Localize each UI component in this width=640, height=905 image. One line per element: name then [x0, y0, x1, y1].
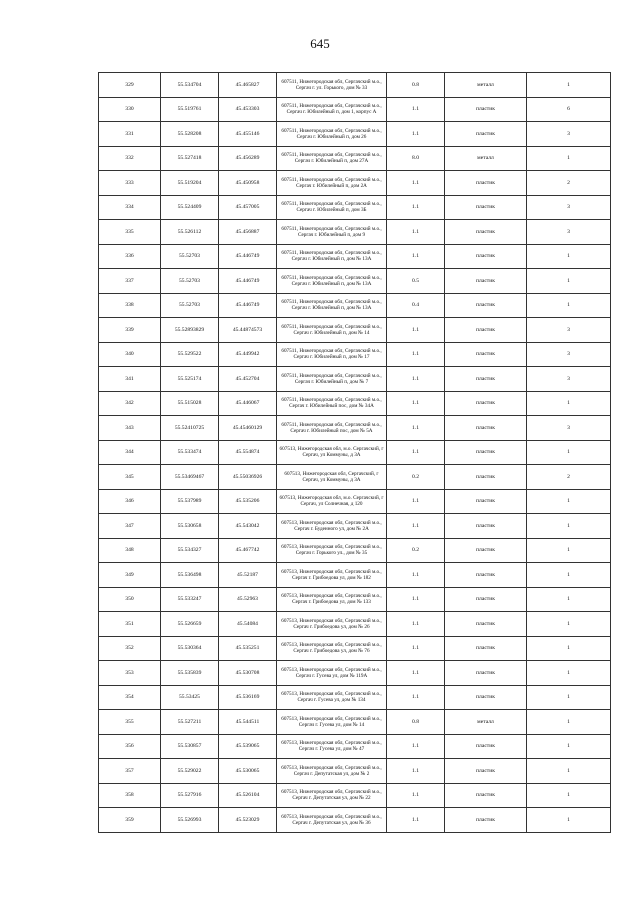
- address-cell: 607511, Нижегородская обл, Сергачский м.о., Сергач г. Юбилейный п, дом № 14: [277, 318, 387, 343]
- container-count-cell: 1: [527, 685, 611, 710]
- address-cell: 607511, Нижегородская обл, Сергачский м.о., Сергач г. Юбилейный п, дом № 17: [277, 342, 387, 367]
- table-row: [99, 759, 611, 784]
- area-cell: 0.2: [387, 465, 445, 490]
- table-row: [99, 318, 611, 343]
- row-number-cell: 330: [99, 97, 161, 122]
- container-count-cell: 1: [527, 734, 611, 759]
- row-number-cell: 339: [99, 318, 161, 343]
- area-cell: 1.1: [387, 587, 445, 612]
- row-number-cell: 332: [99, 146, 161, 171]
- row-number-cell: 352: [99, 636, 161, 661]
- material-cell: пластик: [445, 440, 527, 465]
- longitude-cell: 45.530708: [219, 661, 277, 686]
- table-row: [99, 146, 611, 171]
- container-count-cell: 3: [527, 220, 611, 245]
- latitude-cell: 55.524409: [161, 195, 219, 220]
- row-number-cell: 357: [99, 759, 161, 784]
- latitude-cell: 55.534704: [161, 73, 219, 98]
- material-cell: пластик: [445, 171, 527, 196]
- row-number-cell: 343: [99, 416, 161, 441]
- table-row: [99, 783, 611, 808]
- latitude-cell: 55.533474: [161, 440, 219, 465]
- container-count-cell: 1: [527, 563, 611, 588]
- latitude-cell: 55.527211: [161, 710, 219, 735]
- longitude-cell: 45.523029: [219, 808, 277, 833]
- table-row: [99, 122, 611, 147]
- area-cell: 1.1: [387, 342, 445, 367]
- table-row: [99, 342, 611, 367]
- address-cell: 607513, Нижегородская обл, м.о. Сергачский, г Сергач, ул Солнечная, д 120: [277, 489, 387, 514]
- address-cell: 607513, Нижегородская обл, Сергачский м.о., Сергач г. Депутатская ул, дом № 22: [277, 783, 387, 808]
- longitude-cell: 45.526104: [219, 783, 277, 808]
- table-row: [99, 195, 611, 220]
- container-count-cell: 1: [527, 636, 611, 661]
- table-row: [99, 171, 611, 196]
- container-count-cell: 1: [527, 73, 611, 98]
- area-cell: 0.4: [387, 293, 445, 318]
- area-cell: 1.1: [387, 391, 445, 416]
- latitude-cell: 55.533247: [161, 587, 219, 612]
- longitude-cell: 45.446749: [219, 244, 277, 269]
- row-number-cell: 348: [99, 538, 161, 563]
- latitude-cell: 55.52703: [161, 293, 219, 318]
- material-cell: пластик: [445, 122, 527, 147]
- address-cell: 607511, Нижегородская обл, Сергачский м.о., Сергач г. ул. Горького, дом № 33: [277, 73, 387, 98]
- address-cell: 607511, Нижегородская обл, Сергачский м.о., Сергач г. Юбилейный п, дом № 7: [277, 367, 387, 392]
- material-cell: пластик: [445, 538, 527, 563]
- row-number-cell: 347: [99, 514, 161, 539]
- address-cell: 607513, Нижегородская обл, Сергачский м.о., Сергач г. Гусева ул, дом № 14: [277, 710, 387, 735]
- latitude-cell: 55.52703: [161, 244, 219, 269]
- material-cell: металл: [445, 73, 527, 98]
- area-cell: 1.1: [387, 318, 445, 343]
- area-cell: 1.1: [387, 685, 445, 710]
- table-row: [99, 97, 611, 122]
- latitude-cell: 55.535839: [161, 661, 219, 686]
- row-number-cell: 338: [99, 293, 161, 318]
- address-cell: 607513, Нижегородская обл, Сергачский м.о., Сергач г. Депутатская ул, дом № 36: [277, 808, 387, 833]
- table-row: [99, 808, 611, 833]
- latitude-cell: 55.526993: [161, 808, 219, 833]
- area-cell: 1.1: [387, 734, 445, 759]
- table-row: [99, 563, 611, 588]
- address-cell: 607513, Нижегородская обл, Сергачский м.о., Сергач г. Буденного ул, дом № 2А: [277, 514, 387, 539]
- table-row: [99, 416, 611, 441]
- container-count-cell: 1: [527, 489, 611, 514]
- container-count-cell: 3: [527, 195, 611, 220]
- material-cell: пластик: [445, 416, 527, 441]
- material-cell: пластик: [445, 391, 527, 416]
- area-cell: 1.1: [387, 612, 445, 637]
- container-count-cell: 1: [527, 661, 611, 686]
- area-cell: 1.1: [387, 783, 445, 808]
- container-count-cell: 1: [527, 391, 611, 416]
- area-cell: 1.1: [387, 367, 445, 392]
- latitude-cell: 55.534327: [161, 538, 219, 563]
- area-cell: 1.1: [387, 97, 445, 122]
- table-row: [99, 734, 611, 759]
- container-count-cell: 1: [527, 587, 611, 612]
- area-cell: 1.1: [387, 171, 445, 196]
- longitude-cell: 45.543042: [219, 514, 277, 539]
- container-count-cell: 1: [527, 808, 611, 833]
- row-number-cell: 345: [99, 465, 161, 490]
- area-cell: 1.1: [387, 489, 445, 514]
- container-count-cell: 1: [527, 612, 611, 637]
- container-count-cell: 3: [527, 122, 611, 147]
- table-row: [99, 367, 611, 392]
- longitude-cell: 45.535251: [219, 636, 277, 661]
- table-row: [99, 685, 611, 710]
- row-number-cell: 359: [99, 808, 161, 833]
- longitude-cell: 45.544511: [219, 710, 277, 735]
- row-number-cell: 335: [99, 220, 161, 245]
- address-cell: 607513, Нижегородская обл, м.о. Сергачский, г Сергач, ул Коммуны, д 3А: [277, 440, 387, 465]
- table-row: [99, 538, 611, 563]
- address-cell: 607511, Нижегородская обл, Сергачский м.о., Сергач г. Юбилейный п, дом № 13А: [277, 293, 387, 318]
- row-number-cell: 336: [99, 244, 161, 269]
- longitude-cell: 45.467742: [219, 538, 277, 563]
- longitude-cell: 45.446067: [219, 391, 277, 416]
- longitude-cell: 45.52187: [219, 563, 277, 588]
- area-cell: 1.1: [387, 636, 445, 661]
- address-cell: 607513, Нижегородская обл, Сергачский м.о., Сергач г. Депутатская ул, дом № 2: [277, 759, 387, 784]
- longitude-cell: 45.457005: [219, 195, 277, 220]
- container-count-cell: 1: [527, 440, 611, 465]
- latitude-cell: 55.519204: [161, 171, 219, 196]
- address-cell: 607513, Нижегородская обл, Сергачский м.о., Сергач г. Горького ул., дом № 35: [277, 538, 387, 563]
- container-sites-table: [98, 72, 611, 833]
- table-body: [99, 73, 611, 833]
- address-cell: 607513, Нижегородская обл, Сергачский, г Сергач, ул Коммуны, д 3А: [277, 465, 387, 490]
- longitude-cell: 45.536169: [219, 685, 277, 710]
- table-row: [99, 244, 611, 269]
- material-cell: пластик: [445, 636, 527, 661]
- material-cell: пластик: [445, 293, 527, 318]
- container-count-cell: 1: [527, 146, 611, 171]
- table-row: [99, 489, 611, 514]
- material-cell: пластик: [445, 195, 527, 220]
- longitude-cell: 45.554874: [219, 440, 277, 465]
- area-cell: 1.1: [387, 244, 445, 269]
- container-count-cell: 1: [527, 514, 611, 539]
- material-cell: пластик: [445, 612, 527, 637]
- table-row: [99, 220, 611, 245]
- address-cell: 607513, Нижегородская обл, Сергачский м.о., Сергач г. Грибоедова ул, дом № 76: [277, 636, 387, 661]
- row-number-cell: 356: [99, 734, 161, 759]
- table-row: [99, 465, 611, 490]
- container-count-cell: 1: [527, 293, 611, 318]
- material-cell: пластик: [445, 220, 527, 245]
- material-cell: пластик: [445, 367, 527, 392]
- area-cell: 1.1: [387, 220, 445, 245]
- area-cell: 1.1: [387, 514, 445, 539]
- material-cell: пластик: [445, 587, 527, 612]
- row-number-cell: 334: [99, 195, 161, 220]
- latitude-cell: 55.529522: [161, 342, 219, 367]
- material-cell: пластик: [445, 661, 527, 686]
- material-cell: пластик: [445, 808, 527, 833]
- address-cell: 607511, Нижегородская обл, Сергачский м.о., Сергач г. Юбилейный пос, дом № 34А: [277, 391, 387, 416]
- address-cell: 607513, Нижегородская обл, Сергачский м.о., Сергач г. Грибоедова ул, дом № 133: [277, 587, 387, 612]
- area-cell: 8.0: [387, 146, 445, 171]
- latitude-cell: 55.526112: [161, 220, 219, 245]
- address-cell: 607511, Нижегородская обл, Сергачский м.о., Сергач г. Юбилейный п, дом 27А: [277, 146, 387, 171]
- latitude-cell: 55.52703: [161, 269, 219, 294]
- table-row: [99, 293, 611, 318]
- longitude-cell: 45.52963: [219, 587, 277, 612]
- area-cell: 1.1: [387, 759, 445, 784]
- material-cell: пластик: [445, 465, 527, 490]
- container-count-cell: 1: [527, 759, 611, 784]
- latitude-cell: 55.515028: [161, 391, 219, 416]
- longitude-cell: 45.449942: [219, 342, 277, 367]
- latitude-cell: 55.530364: [161, 636, 219, 661]
- latitude-cell: 55.537989: [161, 489, 219, 514]
- latitude-cell: 55.52893829: [161, 318, 219, 343]
- material-cell: металл: [445, 710, 527, 735]
- area-cell: 1.1: [387, 440, 445, 465]
- address-cell: 607511, Нижегородская обл, Сергачский м.о., Сергач г. Юбилейный п, дом 9: [277, 220, 387, 245]
- latitude-cell: 55.536498: [161, 563, 219, 588]
- material-cell: пластик: [445, 489, 527, 514]
- material-cell: пластик: [445, 783, 527, 808]
- area-cell: 1.1: [387, 195, 445, 220]
- container-count-cell: 3: [527, 342, 611, 367]
- container-count-cell: 2: [527, 171, 611, 196]
- area-cell: 1.1: [387, 416, 445, 441]
- address-cell: 607511, Нижегородская обл, Сергачский м.о., Сергач г. Юбилейный п, дом № 13А: [277, 269, 387, 294]
- row-number-cell: 342: [99, 391, 161, 416]
- longitude-cell: 45.453303: [219, 97, 277, 122]
- row-number-cell: 349: [99, 563, 161, 588]
- area-cell: 1.1: [387, 122, 445, 147]
- longitude-cell: 45.54084: [219, 612, 277, 637]
- material-cell: металл: [445, 146, 527, 171]
- address-cell: 607511, Нижегородская обл, Сергачский м.о., Сергач г. Юбилейный п, дом 26: [277, 122, 387, 147]
- material-cell: пластик: [445, 759, 527, 784]
- longitude-cell: 45.455146: [219, 122, 277, 147]
- table-row: [99, 636, 611, 661]
- row-number-cell: 340: [99, 342, 161, 367]
- area-cell: 0.8: [387, 73, 445, 98]
- row-number-cell: 344: [99, 440, 161, 465]
- table-row: [99, 440, 611, 465]
- longitude-cell: 45.452704: [219, 367, 277, 392]
- material-cell: пластик: [445, 685, 527, 710]
- table-row: [99, 710, 611, 735]
- area-cell: 1.1: [387, 808, 445, 833]
- material-cell: пластик: [445, 514, 527, 539]
- material-cell: пластик: [445, 244, 527, 269]
- row-number-cell: 346: [99, 489, 161, 514]
- longitude-cell: 45.465827: [219, 73, 277, 98]
- table-row: [99, 514, 611, 539]
- address-cell: 607511, Нижегородская обл, Сергачский м.о., Сергач г. Юбилейный п, дом 3Б: [277, 195, 387, 220]
- longitude-cell: 45.535206: [219, 489, 277, 514]
- material-cell: пластик: [445, 97, 527, 122]
- address-cell: 607513, Нижегородская обл, Сергачский м.о., Сергач г. Гусева ул, дом № 47: [277, 734, 387, 759]
- latitude-cell: 55.52410725: [161, 416, 219, 441]
- area-cell: 0.8: [387, 710, 445, 735]
- container-count-cell: 1: [527, 269, 611, 294]
- latitude-cell: 55.530857: [161, 734, 219, 759]
- address-cell: 607511, Нижегородская обл, Сергачский м.о., Сергач г. Юбилейный п, дом № 13А: [277, 244, 387, 269]
- longitude-cell: 45.446749: [219, 269, 277, 294]
- material-cell: пластик: [445, 563, 527, 588]
- container-count-cell: 1: [527, 244, 611, 269]
- area-cell: 1.1: [387, 661, 445, 686]
- latitude-cell: 55.53469467: [161, 465, 219, 490]
- address-cell: 607513, Нижегородская обл, Сергачский м.о., Сергач г. Грибоедова ул, дом № 26: [277, 612, 387, 637]
- row-number-cell: 353: [99, 661, 161, 686]
- row-number-cell: 358: [99, 783, 161, 808]
- row-number-cell: 351: [99, 612, 161, 637]
- latitude-cell: 55.525174: [161, 367, 219, 392]
- table-row: [99, 661, 611, 686]
- container-count-cell: 6: [527, 97, 611, 122]
- address-cell: 607513, Нижегородская обл, Сергачский м.о., Сергач г. Гусева ул, дом № 134: [277, 685, 387, 710]
- row-number-cell: 341: [99, 367, 161, 392]
- table-row: [99, 269, 611, 294]
- row-number-cell: 350: [99, 587, 161, 612]
- longitude-cell: 45.55036926: [219, 465, 277, 490]
- longitude-cell: 45.44874573: [219, 318, 277, 343]
- material-cell: пластик: [445, 342, 527, 367]
- area-cell: 0.5: [387, 269, 445, 294]
- longitude-cell: 45.539065: [219, 734, 277, 759]
- longitude-cell: 45.530065: [219, 759, 277, 784]
- latitude-cell: 55.530658: [161, 514, 219, 539]
- container-count-cell: 1: [527, 783, 611, 808]
- row-number-cell: 355: [99, 710, 161, 735]
- container-count-cell: 1: [527, 538, 611, 563]
- row-number-cell: 331: [99, 122, 161, 147]
- material-cell: пластик: [445, 318, 527, 343]
- container-count-cell: 3: [527, 367, 611, 392]
- longitude-cell: 45.456289: [219, 146, 277, 171]
- latitude-cell: 55.529022: [161, 759, 219, 784]
- area-cell: 1.1: [387, 563, 445, 588]
- row-number-cell: 354: [99, 685, 161, 710]
- table-row: [99, 587, 611, 612]
- address-cell: 607513, Нижегородская обл, Сергачский м.о., Сергач г. Гусева ул, дом № 119А: [277, 661, 387, 686]
- latitude-cell: 55.519761: [161, 97, 219, 122]
- row-number-cell: 333: [99, 171, 161, 196]
- table-row: [99, 73, 611, 98]
- material-cell: пластик: [445, 269, 527, 294]
- container-count-cell: 3: [527, 416, 611, 441]
- latitude-cell: 55.527916: [161, 783, 219, 808]
- page-number: 645: [310, 36, 330, 51]
- longitude-cell: 45.446749: [219, 293, 277, 318]
- latitude-cell: 55.526659: [161, 612, 219, 637]
- address-cell: 607511, Нижегородская обл, Сергачский м.о., Сергач г. Юбилейный п, дом 2А: [277, 171, 387, 196]
- latitude-cell: 55.53425: [161, 685, 219, 710]
- table-row: [99, 612, 611, 637]
- latitude-cell: 55.528208: [161, 122, 219, 147]
- longitude-cell: 45.45460129: [219, 416, 277, 441]
- latitude-cell: 55.527418: [161, 146, 219, 171]
- longitude-cell: 45.450958: [219, 171, 277, 196]
- row-number-cell: 337: [99, 269, 161, 294]
- area-cell: 0.2: [387, 538, 445, 563]
- material-cell: пластик: [445, 734, 527, 759]
- row-number-cell: 329: [99, 73, 161, 98]
- container-count-cell: 1: [527, 710, 611, 735]
- longitude-cell: 45.456887: [219, 220, 277, 245]
- container-count-cell: 2: [527, 465, 611, 490]
- address-cell: 607511, Нижегородская обл, Сергачский м.о., Сергач г. Юбилейный п, дом 1, корпус А: [277, 97, 387, 122]
- table-row: [99, 391, 611, 416]
- address-cell: 607511, Нижегородская обл, Сергачский м.о., Сергач г. Юбилейный пос, дом № 5А: [277, 416, 387, 441]
- container-count-cell: 3: [527, 318, 611, 343]
- address-cell: 607513, Нижегородская обл, Сергачский м.о., Сергач г. Грибоедова ул, дом № 182: [277, 563, 387, 588]
